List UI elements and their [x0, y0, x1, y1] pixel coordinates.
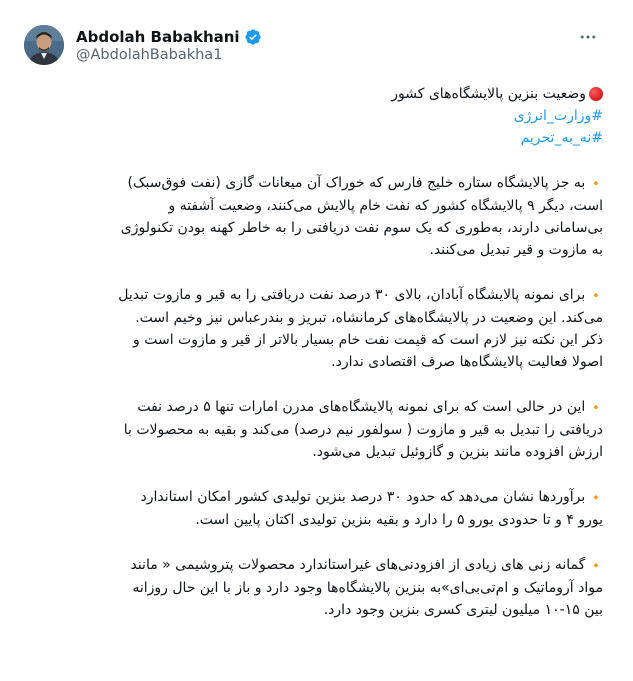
text-line: ذکر این نکته نیز لازم است که قیمت نفت خام بسیار بالاتر از قیر و مازوت است و [133, 332, 603, 348]
text-line: به مازوت و قیر تبدیل می‌کنند. [429, 242, 603, 258]
text-line: می‌کند. این وضعیت در پالایشگاه‌های کرمانشاه، تبریز و بندرعباس نیز وخیم است. [135, 310, 603, 326]
text-line: است، دیگر ۹ پالایشگاه کشور که نفت خام پالایش می‌کنند، وضعیت آشفته و [168, 198, 603, 214]
paragraph-3 [24, 396, 603, 463]
paragraph-2 [24, 284, 603, 373]
text-line: گمانه زنی های زیادی از افزودنی‌های غیراستاندارد محصولات پتروشیمی « مانند [130, 557, 586, 573]
hashtag-link[interactable]: #نه_به_تحریم [520, 130, 603, 146]
author-name[interactable]: Abdolah Babakhani [76, 28, 240, 46]
text-line: اصولا فعالیت پالایشگاه‌ها صرف اقتصادی ندارد. [331, 354, 603, 370]
text-line: ارزش افزوده مانند بنزین و گازوئیل تبدیل می‌شود. [312, 444, 603, 460]
headline-row [24, 83, 603, 105]
text-line: یورو ۴ و تا حدودی یورو ۵ را دارد و بقیه بنزین تولیدی اکتان پایین است. [195, 512, 603, 528]
orange-diamond-icon: 🔸 [589, 559, 603, 572]
headline-text: وضعیت بنزین پالایشگاه‌های کشور [391, 86, 586, 102]
author-row [76, 27, 262, 47]
text-line: این در حالی است که برای نمونه پالایشگاه‌های مدرن امارات تنها ۵ درصد نفت [137, 399, 586, 415]
orange-diamond-icon: 🔸 [589, 289, 603, 302]
verified-badge-icon [244, 28, 262, 46]
orange-diamond-icon: 🔸 [589, 401, 603, 414]
orange-diamond-icon: 🔸 [589, 491, 603, 504]
paragraph-5 [24, 554, 603, 621]
paragraph-1 [24, 172, 603, 261]
avatar[interactable] [24, 25, 64, 65]
hashtag-link[interactable]: #وزارت_انرژی [513, 108, 603, 124]
paragraph-4 [24, 486, 603, 531]
more-options-icon[interactable] [577, 26, 599, 48]
text-line: بی‌سامانی دارند، به‌طوری که یک سوم نفت دریافتی را به خاطر کهنه بودن تکنولوژی [120, 220, 603, 236]
text-line: برآوردها نشان می‌دهد که حدود ۳۰ درصد بنزین تولیدی کشور امکان استاندارد [140, 489, 586, 505]
text-line: مواد آروماتیک و ام‌تی‌بی‌ای»به بنزین پالایشگاه‌ها وجود دارد و باز با این حال روزانه [132, 580, 603, 596]
text-line: دریافتی را تبدیل به قیر و مازوت ( سولفور نیم درصد) می‌کند و بقیه به محصولات با [123, 422, 603, 438]
text-line: به جز پالایشگاه ستاره خلیج فارس که خوراک آن میعانات گازی (نفت فوق‌سبک) [127, 175, 586, 191]
author-handle[interactable]: @AbdolahBabakha1 [76, 47, 223, 63]
tweet-text [24, 80, 603, 621]
text-line: برای نمونه پالایشگاه آبادان، بالای ۳۰ درصد نفت دریافتی را به قیر و مازوت تبدیل [118, 287, 586, 303]
orange-diamond-icon: 🔸 [589, 177, 603, 190]
red-circle-icon [589, 87, 603, 101]
avatar-portrait [24, 25, 64, 65]
text-line: بین ۱۵-۱۰ میلیون لیتری کسری بنزین وجود دارد. [323, 602, 603, 618]
